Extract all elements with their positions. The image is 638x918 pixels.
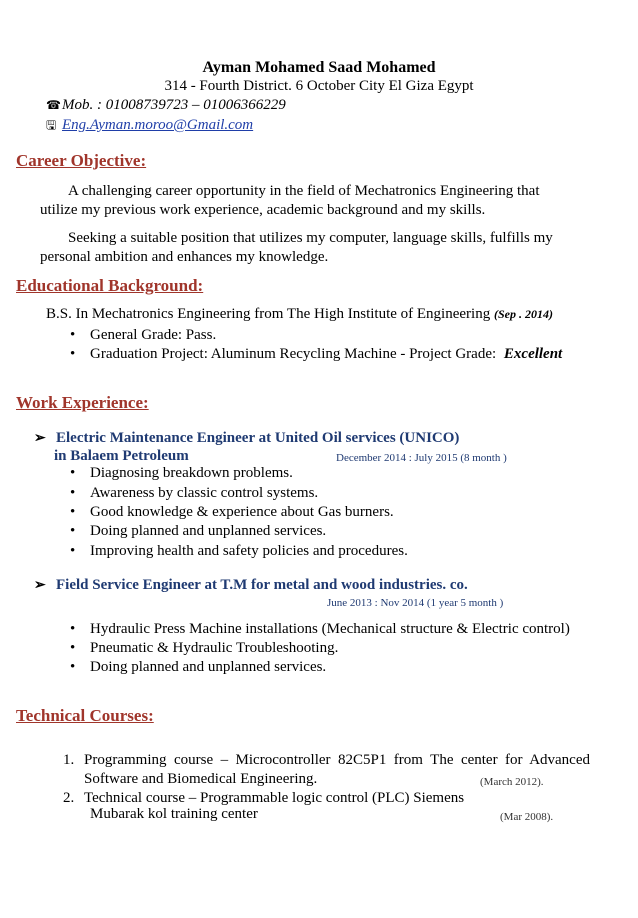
list-item xyxy=(74,327,216,344)
course-line: Software and Biomedical Engineering. xyxy=(84,771,318,787)
list-item: • Pneumatic & Hydraulic Troubleshooting. xyxy=(74,640,338,657)
section-education: Educational Background: xyxy=(16,276,204,295)
course-number: 2. xyxy=(63,790,75,806)
project-grade: Excellent xyxy=(503,346,563,362)
degree-date: (Sep . 2014) xyxy=(493,307,553,321)
degree: B.S. In Mechatronics Engineering from The High Institute of Engineering xyxy=(46,306,491,322)
section-work-experience: Work Experience: xyxy=(16,393,149,412)
career-paragraph-1: A challenging career opportunity in the field of Mechatronics Engineering that utilize my previous work experience, academic background and my skills. xyxy=(40,183,540,218)
section-career-objective: Career Objective: xyxy=(16,151,147,170)
address: 314 - Fourth District. 6 October City El Giza Egypt xyxy=(164,78,474,94)
job-title: ➢ Electric Maintenance Engineer at United Oil services (UNICO) xyxy=(34,430,460,446)
job-date: December 2014 : July 2015 (8 month ) xyxy=(336,452,507,464)
list-item: • Doing planned and unplanned services. xyxy=(74,523,326,540)
computer-icon: 🖫 xyxy=(46,118,57,132)
course-number: 1. xyxy=(63,752,75,768)
candidate-name: Ayman Mohamed Saad Mohamed xyxy=(202,59,436,76)
section-technical-courses: Technical Courses: xyxy=(16,706,154,725)
list-item: • Good knowledge & experience about Gas burners. xyxy=(74,504,394,521)
phone-number: Mob. : 01008739723 – 01006366229 xyxy=(62,97,286,113)
arrow-bullet-icon: ➢ xyxy=(34,431,46,446)
job-title: ➢ Field Service Engineer at T.M for metal and wood industries. co. xyxy=(34,577,468,593)
list-item: • Hydraulic Press Machine installations (Mechanical structure & Electric control) xyxy=(74,621,570,638)
career-paragraph-2: Seeking a suitable position that utilizes my computer, language skills, fulfills my personal ambition and enhances my knowledge. xyxy=(40,230,553,265)
phone-icon: ☎ xyxy=(46,98,61,112)
degree-line xyxy=(46,306,553,323)
list-item xyxy=(74,346,562,363)
course-date: (Mar 2008). xyxy=(500,811,554,823)
list-item: • Doing planned and unplanned services. xyxy=(74,659,326,676)
course-line: Programming course – Microcontroller 82C5P1 from The center for Advanced xyxy=(84,752,590,768)
arrow-bullet-icon: ➢ xyxy=(34,578,46,593)
project: Graduation Project: Aluminum Recycling Machine - Project Grade: xyxy=(90,346,497,362)
phone-line xyxy=(46,97,286,114)
email-link[interactable]: Eng.Ayman.moroo@Gmail.com xyxy=(62,117,254,133)
job-date: June 2013 : Nov 2014 (1 year 5 month ) xyxy=(327,597,504,609)
list-item: • Awareness by classic control systems. xyxy=(74,485,318,502)
course-line: Technical course – Programmable logic control (PLC) Siemens xyxy=(84,790,465,806)
grade: General Grade: Pass. xyxy=(90,327,217,343)
list-item: • Improving health and safety policies and procedures. xyxy=(74,543,408,560)
course-line: Mubarak kol training center xyxy=(90,806,258,822)
email-line xyxy=(46,116,253,137)
job-company: in Balaem Petroleum xyxy=(54,448,189,464)
course-date: (March 2012). xyxy=(480,776,544,788)
list-item: • Diagnosing breakdown problems. xyxy=(74,465,293,482)
